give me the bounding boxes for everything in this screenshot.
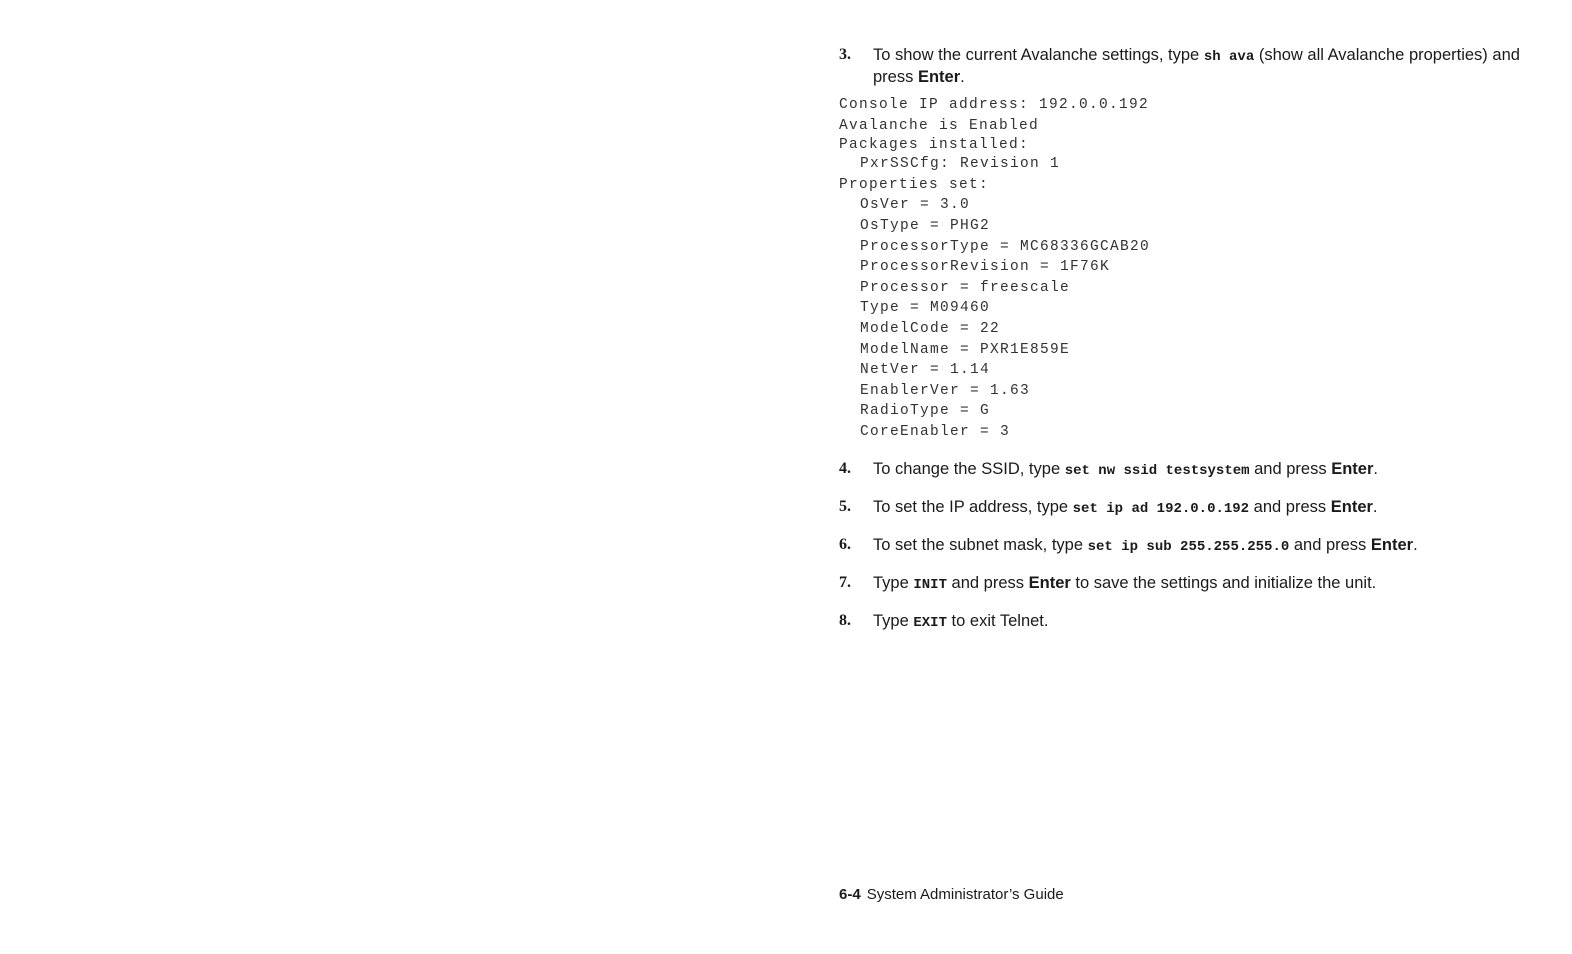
step-number: 5. <box>839 497 851 515</box>
key-name: Enter <box>1331 459 1374 478</box>
key-name: Enter <box>917 68 961 86</box>
console-property: ModelCode = 22 <box>860 320 1001 337</box>
step-7 <box>839 573 1539 595</box>
key-name: Enter <box>1330 497 1373 516</box>
console-line: Packages installed: <box>839 137 1030 154</box>
console-line: Properties set: <box>839 176 990 193</box>
console-property: Type = M09460 <box>860 300 991 317</box>
console-property: EnablerVer = 1.63 <box>860 382 1031 399</box>
command-text: set ip sub 255.255.255.0 <box>1087 538 1290 555</box>
console-line: Console IP address: 192.0.0.192 <box>839 97 1150 113</box>
page-footer <box>839 886 1064 903</box>
step-4 <box>839 459 1539 481</box>
console-property: ModelName = PXR1E859E <box>860 341 1071 358</box>
step-number: 4. <box>839 459 851 477</box>
step-3 <box>839 45 1539 87</box>
console-property: OsVer = 3.0 <box>860 197 971 214</box>
step-number: 6. <box>839 535 851 553</box>
step-text: Type EXIT to exit Telnet. <box>873 611 1049 631</box>
step-text: To set the subnet mask, type set ip sub 255.255.255.0 and press Enter. <box>873 535 1418 555</box>
console-property: CoreEnabler = 3 <box>860 423 1011 440</box>
key-name: Enter <box>1370 535 1414 554</box>
console-property: NetVer = 1.14 <box>860 362 991 379</box>
step-text: To set the IP address, type set ip ad 192.0.0.192 and press Enter. <box>873 497 1378 517</box>
console-line: Avalanche is Enabled <box>839 117 1040 134</box>
page-number: 6-4 <box>839 886 861 903</box>
console-property: ProcessorType = MC68336GCAB20 <box>860 238 1151 255</box>
key-name: Enter <box>1028 573 1071 592</box>
console-line: PxrSSCfg: Revision 1 <box>860 156 1061 173</box>
console-property: RadioType = G <box>860 403 991 420</box>
command-text: EXIT <box>913 614 947 631</box>
step-text: To change the SSID, type set nw ssid testsystem and press Enter. <box>873 459 1378 479</box>
command-text: set ip ad 192.0.0.192 <box>1072 500 1250 517</box>
step-8 <box>839 611 1539 633</box>
command-text: sh ava <box>1203 49 1255 65</box>
command-text: set nw ssid testsystem <box>1064 462 1250 479</box>
command-text: INIT <box>913 576 947 593</box>
step-number: 7. <box>839 573 851 591</box>
step-text: Type INIT and press Enter to save the settings and initialize the unit. <box>873 573 1377 593</box>
step-5 <box>839 497 1539 519</box>
console-property: Processor = freescale <box>860 279 1071 296</box>
step-6 <box>839 535 1539 557</box>
step-number: 3. <box>839 46 851 63</box>
step-text: To show the current Avalanche settings, type sh ava (show all Avalanche properties) and press Enter. <box>873 46 1520 86</box>
guide-title: System Administrator’s Guide <box>866 886 1064 903</box>
console-output <box>839 95 1539 443</box>
page-content <box>839 45 1539 649</box>
console-property: ProcessorRevision = 1F76K <box>860 259 1111 276</box>
step-number: 8. <box>839 611 851 629</box>
console-property: OsType = PHG2 <box>860 217 991 234</box>
